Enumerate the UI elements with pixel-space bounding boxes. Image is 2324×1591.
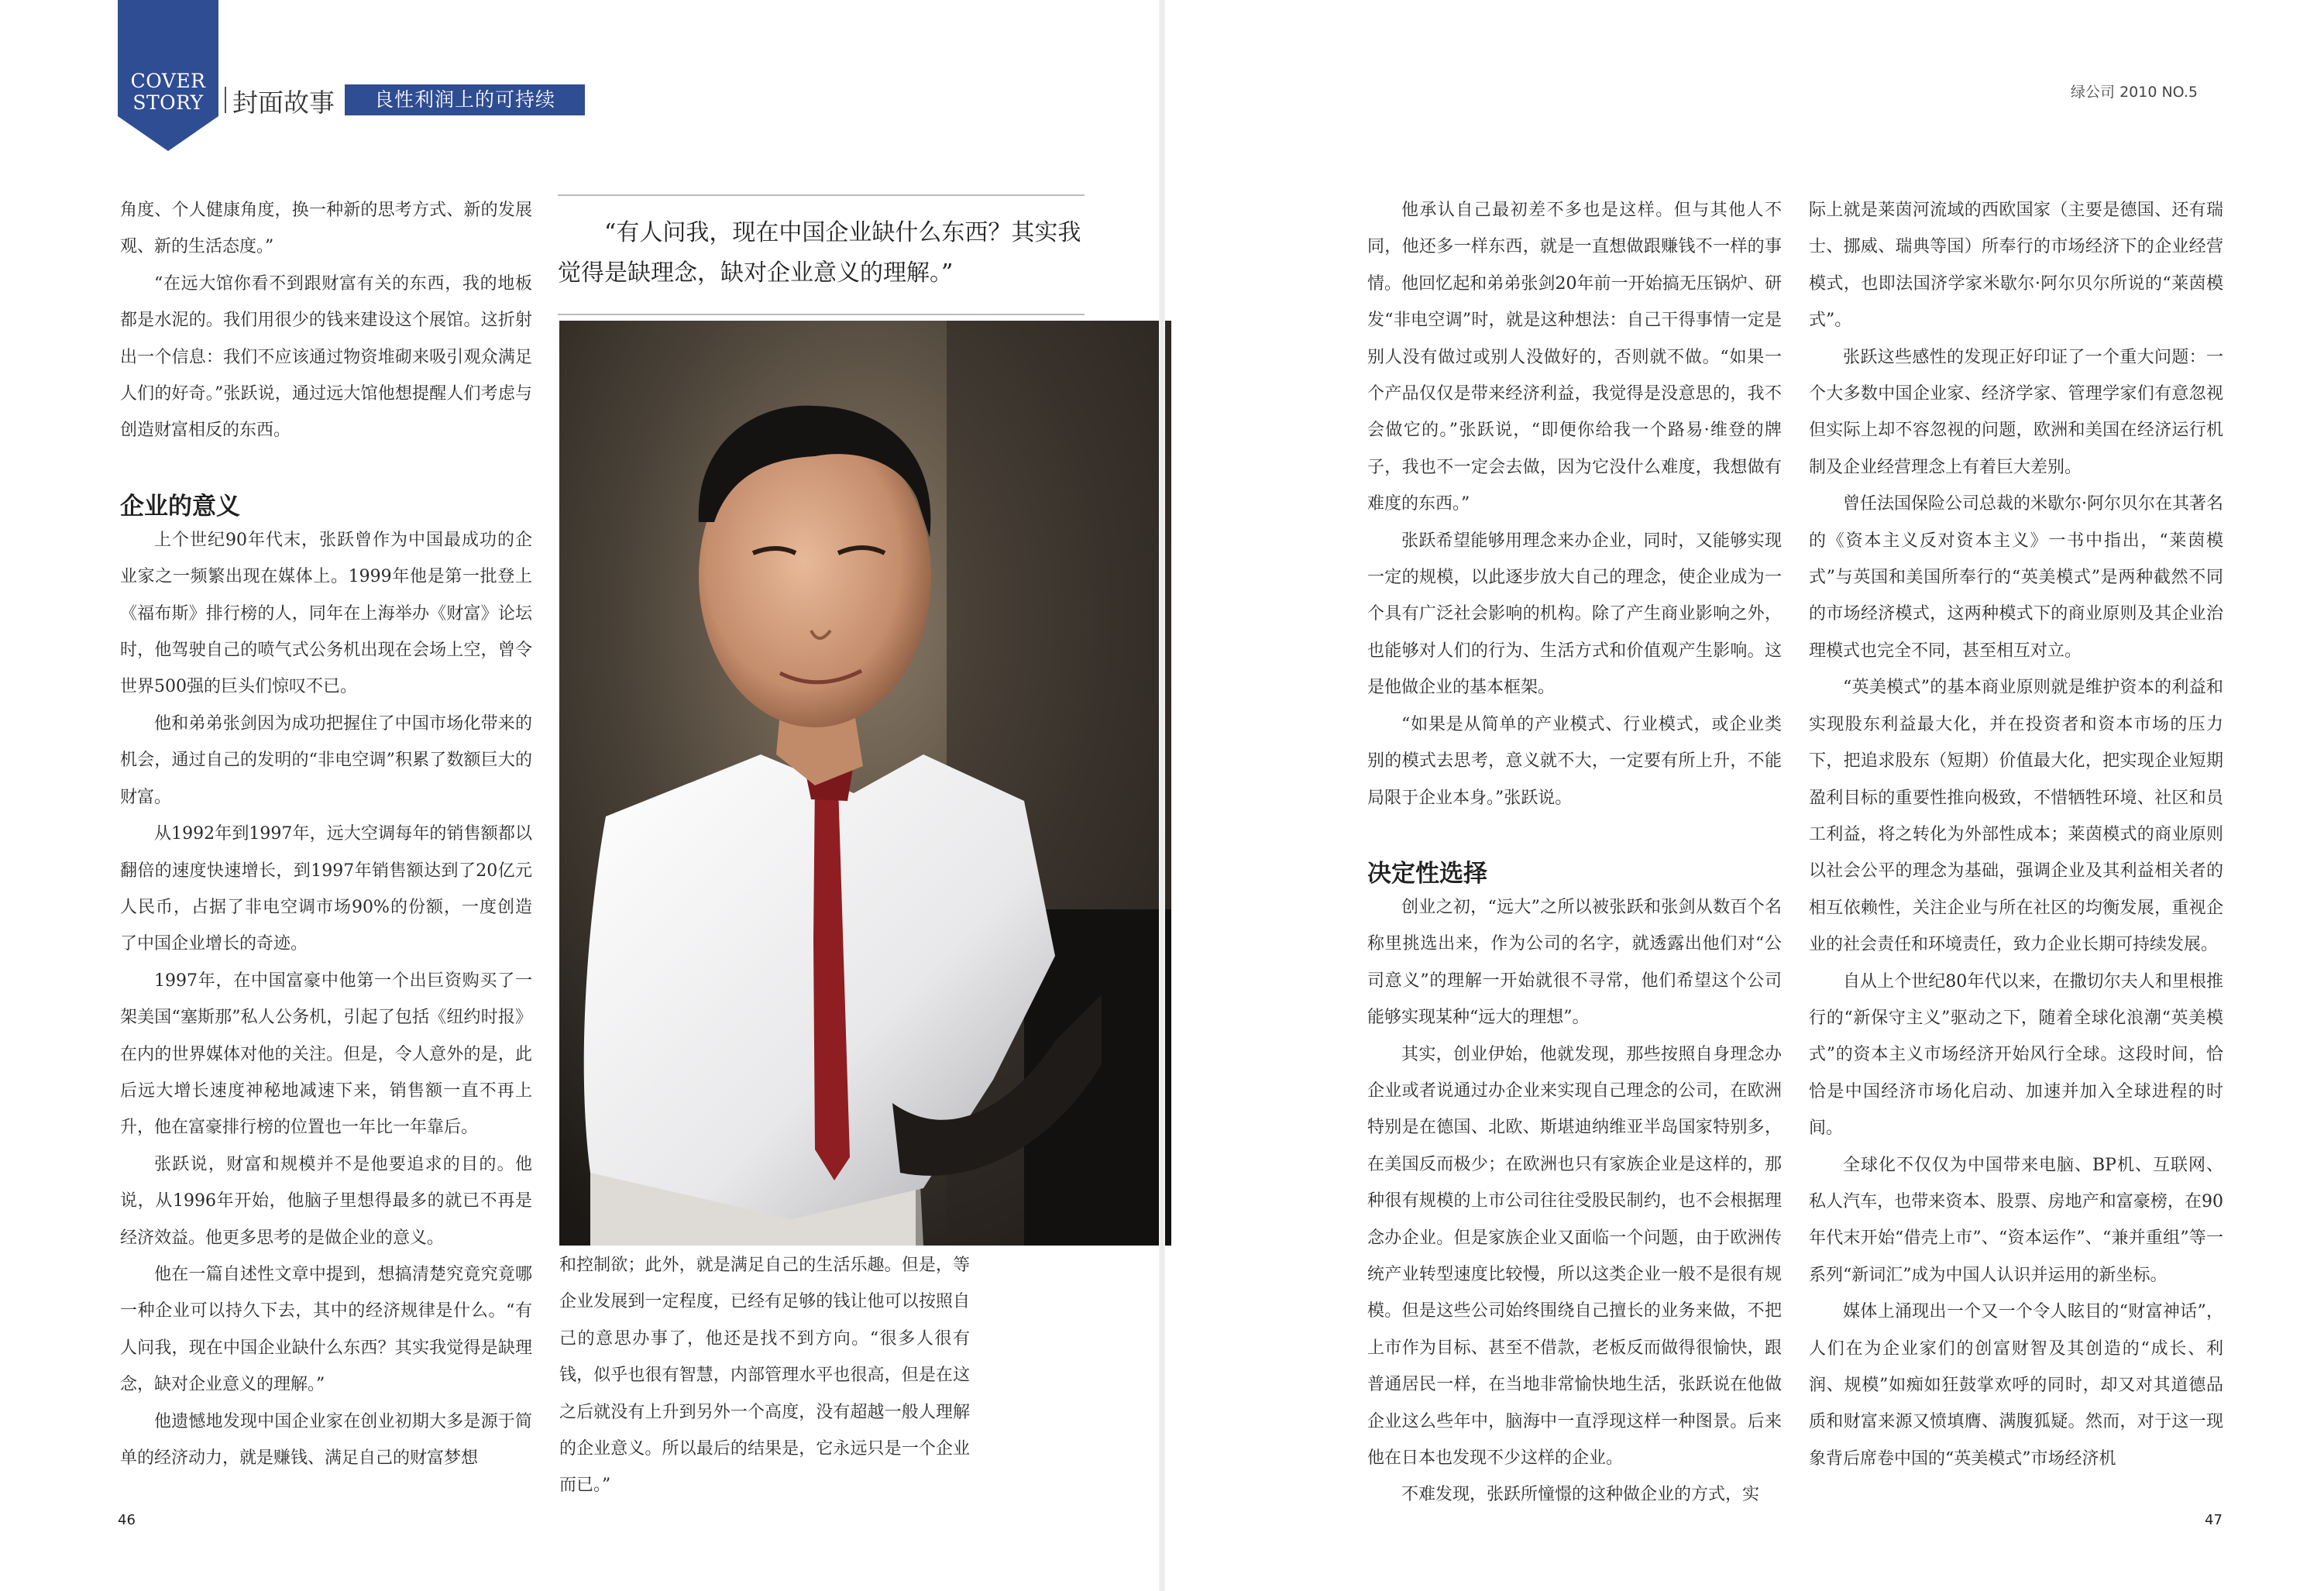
- paragraph: 自从上个世纪80年代以来，在撒切尔夫人和里根推行的“新保守主义”驱动之下，随着全球化浪潮“英美模式”的资本主义市场经济开始风行全球。这段时间，恰恰是中国经济市场化启动、加速并加入全球进程的时间。: [1809, 971, 2223, 1139]
- story-tag: 良性利润上的可持续: [345, 84, 585, 115]
- right-column-2: [1809, 192, 2223, 1477]
- paragraph: 其实，创业伊始，他就发现，那些按照自身理念办企业或者说通过办企业来实现自己理念的公司，在欧洲特别是在德国、北欧、斯堪迪纳维亚半岛国家特别多，在美国反而极少；在欧洲也只有家族企业是这样的，那种很有规模的上市公司往往受股民制约，也不会根据理念办企业。但是家族企业又面临一个问题，由于欧洲传统产业转型速度比较慢，所以这类企业一般不是很有规模。但是这些公司始终围绕自己擅长的业务来做，不把上市作为目标、甚至不借款，老板反而做得很愉快，跟普通居民一样，在当地非常愉快地生活，张跃说在他做企业这么些年中，脑海中一直浮现这样一种图景。后来他在日本也发现不少这样的企业。: [1367, 1044, 1782, 1468]
- paragraph: 上个世纪90年代末，张跃曾作为中国最成功的企业家之一频繁出现在媒体上。1999年他是第一批登上《福布斯》排行榜的人，同年在上海举办《财富》论坛时，他驾驶自己的喷气式公务机出现在会场上空，曾令世界500强的巨头们惊叹不已。: [120, 530, 532, 697]
- paragraph: “如果是从简单的产业模式、行业模式，或企业类别的模式去思考，意义就不大，一定要有所上升，不能局限于企业本身。”张跃说。: [1367, 714, 1782, 808]
- right-page: [1162, 0, 2324, 1591]
- paragraph: “在远大馆你看不到跟财富有关的东西，我的地板都是水泥的。我们用很少的钱来建设这个展馆。这折射出一个信息：我们不应该通过物资堆砌来吸引观众满足人们的好奇。”张跃说，通过远大馆他想提醒人们考虑与创造财富相反的东西。: [120, 273, 532, 441]
- left-column-1: [120, 192, 532, 1476]
- subheading-decisive-choice: 决定性选择: [1367, 859, 1487, 888]
- left-column-2: [559, 1247, 970, 1504]
- paragraph: 张跃说，财富和规模并不是他要追求的目的。他说，从1996年开始，他脑子里想得最多的就已不再是经济效益。他更多思考的是做企业的意义。: [120, 1154, 532, 1248]
- paragraph: 创业之初，“远大”之所以被张跃和张剑从数百个名称里挑选出来，作为公司的名字，就透露出他们对“公司意义”的理解一开始就很不寻常，他们希望这个公司能够实现某种“远大的理想”。: [1367, 897, 1782, 1028]
- page-number-right: 47: [2205, 1512, 2223, 1528]
- cover-word-1: COVER: [130, 70, 206, 92]
- paragraph: “英美模式”的基本商业原则就是维护资本的利益和实现股东利益最大化，并在投资者和资本市场的压力下，把追求股东（短期）价值最大化，把实现企业短期盈利目标的重要性推向极致，不惜牺牲环境、社区和员工利益，将之转化为外部性成本；莱茵模式的商业原则以社会公平的理念为基础，强调企业及其利益相关者的相互依赖性，关注企业与所在社区的均衡发展，重视企业的社会责任和环境责任，致力企业长期可持续发展。: [1809, 678, 2223, 955]
- subheading-enterprise-meaning: 企业的意义: [120, 492, 240, 521]
- header-divider: [225, 87, 226, 113]
- paragraph: 张跃这些感性的发现正好印证了一个重大问题：一个大多数中国企业家、经济学家、管理学家们有意忽视但实际上却不容忽视的问题，欧洲和美国在经济运行机制及企业经营理念上有着巨大差别。: [1809, 347, 2223, 477]
- section-label: 封面故事: [232, 88, 335, 118]
- paragraph: 他在一篇自述性文章中提到，想搞清楚究竟究竟哪一种企业可以持久下去，其中的经济规律是什么。“有人问我，现在中国企业缺什么东西？其实我觉得是缺理念，缺对企业意义的理解。”: [120, 1264, 532, 1395]
- portrait-photo: [559, 321, 1171, 1246]
- cover-word-2: STORY: [132, 91, 204, 114]
- paragraph: 从1992年到1997年，远大空调每年的销售额都以翻倍的速度快速增长，到1997年销售额达到了20亿元人民币，占据了非电空调市场90%的份额，一度创造了中国企业增长的奇迹。: [120, 824, 532, 954]
- paragraph: 他遗憾地发现中国企业家在创业初期大多是源于简单的经济动力，就是赚钱、满足自己的财富梦想: [120, 1411, 532, 1468]
- issue-label: 绿公司 2010 NO.5: [2071, 84, 2198, 101]
- paragraph: 际上就是莱茵河流域的西欧国家（主要是德国、还有瑞士、挪威、瑞典等国）所奉行的市场经济下的企业经营模式，也即法国济学家米歇尔·阿尔贝尔所说的“莱茵模式”。: [1809, 201, 2223, 331]
- pull-quote: [558, 194, 1085, 315]
- paragraph: 他和弟弟张剑因为成功把握住了中国市场化带来的机会，通过自己的发明的“非电空调”积累了数额巨大的财富。: [120, 713, 532, 807]
- paragraph: 全球化不仅仅为中国带来电脑、BP机、互联网、私人汽车，也带来资本、股票、房地产和富豪榜，在90年代末开始“借壳上市”、“资本运作”、“兼并重组”等一系列“新词汇”成为中国人认识并运用的新坐标。: [1809, 1155, 2223, 1285]
- page-number-left: 46: [118, 1512, 136, 1528]
- paragraph: 曾任法国保险公司总裁的米歇尔·阿尔贝尔在其著名的《资本主义反对资本主义》一书中指出，“莱茵模式”与英国和美国所奉行的“英美模式”是两种截然不同的市场经济模式，这两种模式下的商业原则及其企业治理模式也完全不同，甚至相互对立。: [1809, 494, 2223, 661]
- paragraph: 角度、个人健康角度，换一种新的思考方式、新的发展观、新的生活态度。”: [120, 201, 532, 257]
- paragraph: 不难发现，张跃所憧憬的这种做企业的方式，实: [1401, 1485, 1760, 1505]
- paragraph: 1997年，在中国富豪中他第一个出巨资购买了一架美国“塞斯那”私人公务机，引起了包括《纽约时报》在内的世界媒体对他的关注。但是，令人意外的是，此后远大增长速度神秘地减速下来，销售额一直不再上升，他在富豪排行榜的位置也一年比一年靠后。: [120, 971, 532, 1138]
- pull-quote-text: “有人问我，现在中国企业缺什么东西？其实我觉得是缺理念，缺对企业意义的理解。”: [558, 219, 1081, 287]
- paragraph: 张跃希望能够用理念来办企业，同时，又能够实现一定的规模，以此逐步放大自己的理念，使企业成为一个具有广泛社会影响的机构。除了产生商业影响之外，也能够对人们的行为、生活方式和价值观产生影响。这是他做企业的基本框架。: [1367, 531, 1782, 698]
- right-column-1: [1367, 192, 1782, 1514]
- paragraph: 和控制欲；此外，就是满足自己的生活乐趣。但是，等企业发展到一定程度，已经有足够的钱让他可以按照自己的意思办事了，他还是找不到方向。“很多人很有钱，似乎也很有智慧，内部管理水平也很高，但是在这之后就没有上升到另外一个高度，没有超越一般人理解的企业意义。所以最后的结果是，它永远只是一个企业而已。”: [559, 1256, 970, 1496]
- paragraph: 媒体上涌现出一个又一个令人眩目的“财富神话”，人们在为企业家们的创富财智及其创造的“成长、利润、规模”如痴如狂鼓掌欢呼的同时，却又对其道德品质和财富来源又愤填膺、满腹狐疑。然而，对于这一现象背后席卷中国的“英美模式”市场经济机: [1809, 1302, 2223, 1469]
- paragraph: 他承认自己最初差不多也是这样。但与其他人不同，他还多一样东西，就是一直想做跟赚钱不一样的事情。他回忆起和弟弟张剑20年前一开始搞无压锅炉、研发“非电空调”时，就是这种想法：自己干得事情一定是别人没有做过或别人没做好的，否则就不做。“如果一个产品仅仅是带来经济利益，我觉得是没意思的，我不会做它的。”张跃说，“即便你给我一个路易·维登的牌子，我也不一定会去做，因为它没什么难度，我想做有难度的东西。”: [1367, 201, 1782, 514]
